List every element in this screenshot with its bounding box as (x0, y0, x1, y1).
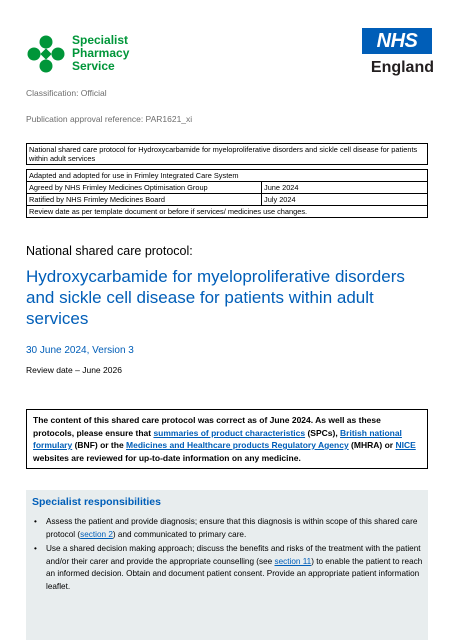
responsibilities-list (32, 516, 424, 595)
bnf-link[interactable]: British national formulary (33, 427, 402, 450)
classification: Classification: Official (26, 88, 107, 98)
document-pre-title: National shared care protocol: (26, 244, 193, 258)
publication-reference: Publication approval reference: PAR1621_xi (26, 114, 193, 124)
section-2-link[interactable]: section 2 (80, 529, 113, 539)
list-item (32, 543, 424, 593)
approval-date-cell: July 2024 (262, 194, 428, 206)
approval-date-cell: June 2024 (262, 182, 428, 194)
content-notice-box (26, 409, 428, 469)
sps-logo-line: Pharmacy (72, 46, 130, 60)
table-row (27, 206, 428, 218)
table-row (27, 144, 428, 165)
table-row (27, 170, 428, 182)
list-item (32, 516, 424, 541)
approval-label-cell: Ratified by NHS Frimley Medicines Board (27, 194, 262, 206)
nhs-badge: NHS (362, 28, 432, 54)
notice-text: (MHRA) or (348, 440, 396, 450)
table-row (27, 182, 428, 194)
document-title: Hydroxycarbamide for myeloproliferative disorders and sickle cell disease for patients within adult services (26, 267, 405, 328)
list-item-text: Assess the patient and provide diagnosis; ensure that this diagnosis is within scope of this shared care protocol ( (46, 517, 418, 539)
review-cell: Review date as per template document or before if services/ medicines use changes. (27, 206, 428, 218)
approval-label-cell: Agreed by NHS Frimley Medicines Optimisation Group (27, 182, 262, 194)
notice-text: websites are reviewed for up-to-date information on any medicine. (33, 452, 301, 463)
protocol-title-cell: National shared care protocol for Hydroxycarbamide for myeloproliferative disorders and sickle cell disease for patients within adult services (27, 144, 428, 165)
sps-logo-text (72, 34, 129, 73)
specialist-responsibilities-panel (26, 490, 428, 640)
sps-logo-line: Service (72, 59, 115, 73)
adapted-cell: Adapted and adopted for use in Frimley Integrated Care System (27, 170, 428, 182)
notice-text: (SPCs), (305, 427, 341, 438)
sps-logo (26, 34, 166, 78)
approval-table (26, 169, 428, 218)
list-item-text: ) and communicated to primary care. (112, 529, 247, 539)
section-11-link[interactable]: section 11 (274, 556, 312, 566)
sps-logo-line: Specialist (72, 33, 129, 47)
nice-link[interactable]: NICE (395, 440, 416, 450)
spc-link[interactable]: summaries of product characteristics (153, 427, 306, 438)
notice-text: The content of this shared care protocol was correct as of June 2024. As well as these protocols, please ensure that (33, 415, 381, 438)
list-item-text: ) to enable the patient to reach an informed decision. Obtain and document patient consent. Provide an appropriate patient information leaflet. (46, 556, 423, 591)
list-item-text: Use a shared decision making approach; discuss the benefits and risks of the treatment with the patient and/or their carer and provide the appropriate counselling (see (46, 544, 421, 566)
document-date-version: 30 June 2024, Version 3 (26, 345, 134, 356)
sps-clover-icon (26, 34, 66, 74)
nhs-region: England (370, 59, 434, 76)
document-control-table (26, 143, 428, 165)
responsibilities-heading: Specialist responsibilities (32, 496, 161, 508)
notice-text: (BNF) or the (72, 440, 127, 450)
mhra-link[interactable]: Medicines and Healthcare products Regulatory Agency (126, 440, 349, 450)
nhs-england-logo (362, 28, 434, 77)
document-review-date: Review date – June 2026 (26, 365, 122, 375)
table-row (27, 194, 428, 206)
